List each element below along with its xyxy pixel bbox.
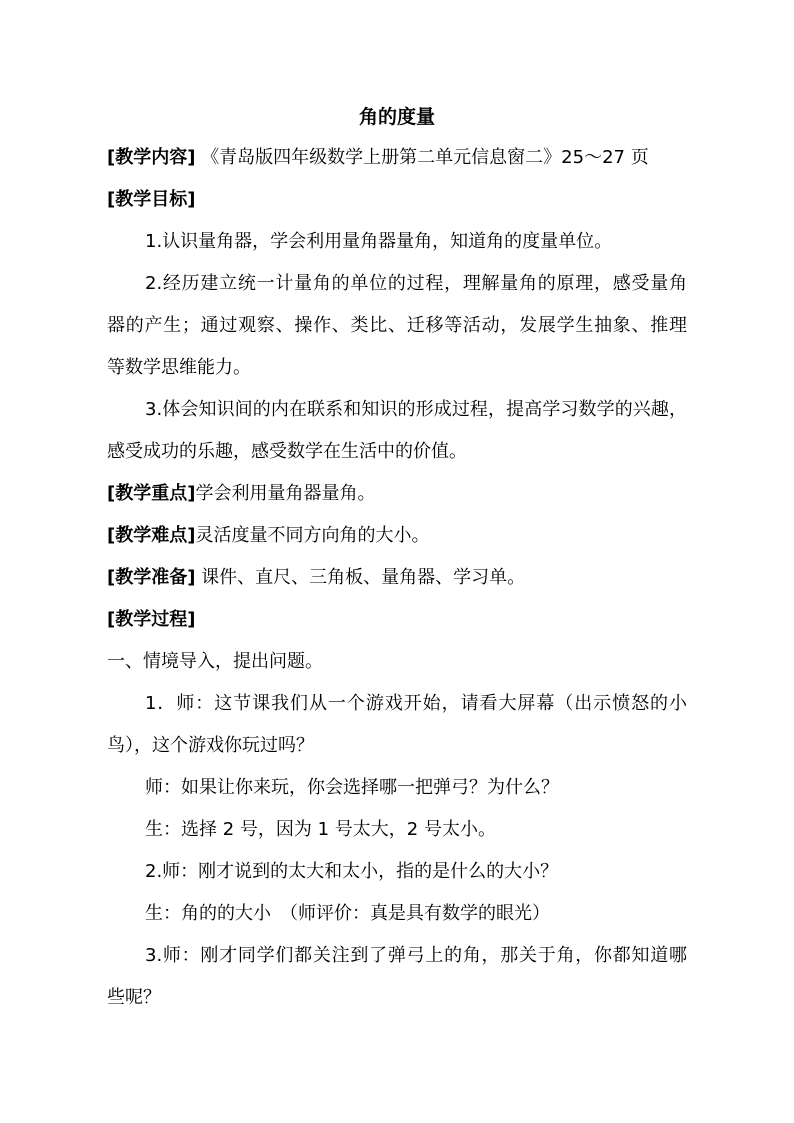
paragraph-6-line-2: 些呢？ [107, 987, 161, 1008]
paragraph-6-line-1: 3.师：刚才同学们都关注到了弹弓上的角，那关于角，你都知道哪 [145, 945, 687, 966]
goal-2-line-2: 器的产生；通过观察、操作、类比、迁移等活动，发展学生抽象、推理 [107, 315, 687, 336]
goal-1: 1.认识量角器，学会利用量角器量角，知道角的度量单位。 [145, 231, 613, 252]
goal-3-line-1: 3.体会知识间的内在联系和知识的形成过程，提高学习数学的兴趣， [145, 399, 687, 420]
content-line [107, 146, 687, 170]
key-point-line [107, 482, 687, 506]
paragraph-2: 师：如果让你来玩，你会选择哪一把弹弓？为什么？ [145, 777, 559, 798]
difficult-text: 灵活度量不同方向角的大小。 [195, 525, 430, 546]
key-text: 学会利用量角器量角。 [195, 483, 376, 504]
preparation-line [107, 566, 687, 590]
paragraph-1-line-1: 1．师：这节课我们从一个游戏开始，请看大屏幕（出示愤怒的小 [145, 693, 687, 714]
prep-text: 课件、直尺、三角板、量角器、学习单。 [195, 567, 526, 588]
process-label: [教学过程] [107, 609, 196, 630]
content-text: 《青岛版四年级数学上册第二单元信息窗二》25～27 页 [201, 147, 649, 168]
difficult-label: [教学难点] [107, 525, 196, 546]
paragraph-1-line-2: 鸟），这个游戏你玩过吗？ [107, 735, 314, 756]
paragraph-5: 生：角的的大小 （师评价：真是具有数学的眼光） [145, 903, 550, 924]
goal-3-line-2: 感受成功的乐趣，感受数学在生活中的价值。 [107, 441, 467, 462]
goals-label: [教学目标] [107, 189, 196, 210]
section-1-heading: 一、情境导入，提出问题。 [107, 651, 323, 672]
key-label: [教学重点] [107, 483, 196, 504]
goal-2-line-1: 2.经历建立统一计量角的单位的过程，理解量角的原理，感受量角 [145, 273, 687, 294]
goal-2-line-3: 等数学思维能力。 [107, 357, 251, 378]
paragraph-3: 生：选择 2 号，因为 1 号太大，2 号太小。 [145, 819, 496, 840]
paragraph-4: 2.师：刚才说到的太大和太小，指的是什么的大小？ [145, 861, 559, 882]
difficult-point-line [107, 524, 687, 548]
document-title: 角的度量 [358, 106, 435, 128]
prep-label: [教学准备] [107, 567, 196, 588]
content-label: [教学内容] [107, 147, 196, 168]
